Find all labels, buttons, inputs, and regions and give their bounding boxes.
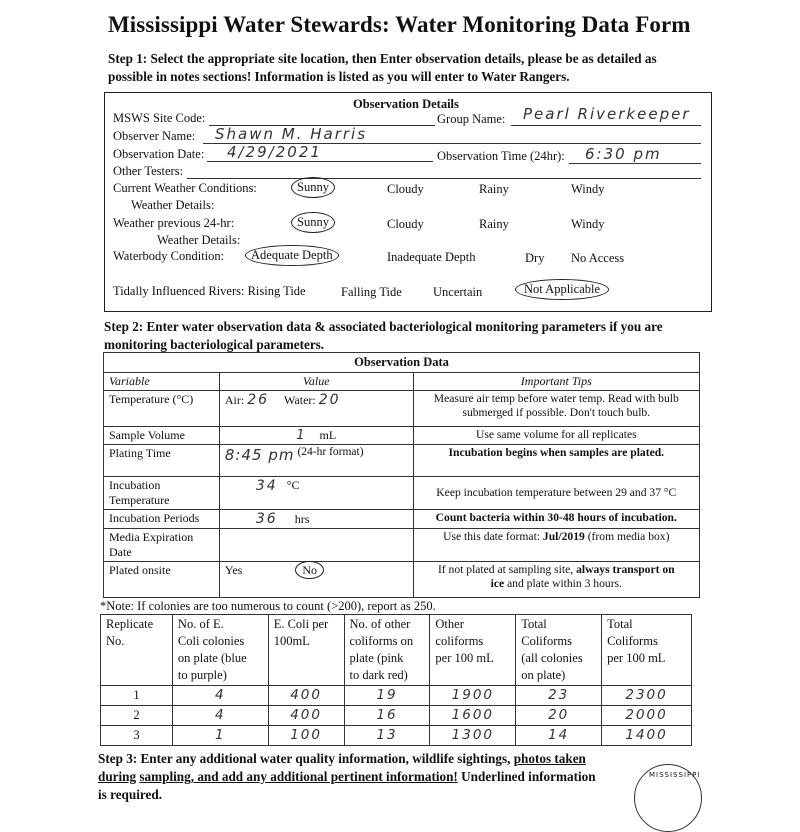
other-testers-field[interactable] (187, 178, 701, 179)
media-tip (413, 529, 699, 562)
rep-cell[interactable]: 1900 (430, 686, 516, 706)
rep-header-replicate: Replicate No. (101, 615, 173, 686)
rep-cell[interactable]: 14 (516, 726, 602, 746)
rep-header-total-coliforms-100ml: Total Coliforms per 100 mL (602, 615, 692, 686)
prev-weather-cloudy[interactable]: Cloudy (387, 217, 424, 231)
step3-line3: is required. (98, 787, 162, 802)
waterbody-inadequate-depth[interactable]: Inadequate Depth (387, 250, 476, 264)
col-variable: Variable (104, 373, 220, 391)
media-tip-format: Jul/2019 (542, 530, 585, 543)
rep-header-total-coliforms-plate: Total Coliforms (all colonies on plate) (516, 615, 602, 686)
group-name-value: Pearl Riverkeeper (523, 105, 691, 123)
rep-cell[interactable]: 13 (344, 726, 430, 746)
step2-line2: monitoring bacteriological parameters. (104, 337, 325, 352)
form-title: Mississippi Water Stewards: Water Monitoring Data Form (108, 12, 691, 37)
prev-weather-windy[interactable]: Windy (571, 217, 605, 231)
step1-line2: possible in notes sections! Information is listed as you will enter to Water Rangers. (108, 69, 570, 84)
rep-cell[interactable]: 23 (516, 686, 602, 706)
rep-cell[interactable]: 16 (344, 706, 430, 726)
mississippi-seal-logo (634, 764, 702, 832)
step3-line2-d: Underlined information (457, 769, 596, 784)
waterbody-adequate-depth[interactable]: Adequate Depth (245, 245, 339, 266)
rep-cell[interactable]: 1400 (602, 726, 692, 746)
prev-weather-sunny[interactable]: Sunny (291, 212, 335, 233)
plated-value-cell (219, 562, 413, 598)
prev-weather-label: Weather previous 24-hr: (113, 216, 235, 230)
plated-tip (413, 562, 699, 598)
current-weather-windy[interactable]: Windy (571, 182, 605, 196)
temp-label: Temperature (°C) (104, 391, 220, 427)
rep-cell[interactable]: 2300 (602, 686, 692, 706)
media-tip-post: (from media box) (584, 530, 670, 543)
rep-header-ecoli-colonies: No. of E. Coli colonies on plate (blue to purple) (172, 615, 268, 686)
temp-value-cell[interactable] (219, 391, 413, 427)
rep-header-other-coliforms-plate: No. of other coliforms on plate (pink to dark red) (344, 615, 430, 686)
plated-tip-bold1: always transport on (576, 563, 675, 576)
air-label: Air: (224, 393, 245, 407)
incub-temp-unit: °C (286, 478, 300, 492)
site-code-label: MSWS Site Code: (113, 111, 206, 125)
date-label: Observation Date: (113, 147, 205, 161)
tidal-falling[interactable]: Falling Tide (341, 285, 402, 299)
rep-cell[interactable]: 400 (268, 706, 344, 726)
plated-yes[interactable]: Yes (224, 563, 243, 577)
table-row (101, 726, 692, 746)
rep-cell[interactable]: 4 (172, 686, 268, 706)
rep-cell[interactable]: 1600 (430, 706, 516, 726)
rep-no: 2 (101, 706, 173, 726)
details-heading: Observation Details (353, 97, 459, 111)
time-field[interactable] (569, 163, 701, 164)
observer-label: Observer Name: (113, 129, 196, 143)
seal-text: MISSISSIPPI (649, 771, 701, 779)
plated-tip-post: and plate within 3 hours. (504, 577, 622, 590)
table-row (101, 706, 692, 726)
plating-label: Plating Time (104, 445, 220, 477)
prev-weather-rainy[interactable]: Rainy (479, 217, 509, 231)
date-value: 4/29/2021 (227, 143, 322, 161)
incub-period-tip: Count bacteria within 30-48 hours of incubation. (413, 510, 699, 529)
water-value: 20 (318, 392, 341, 408)
step3-line1-b: photos taken (513, 751, 586, 766)
incub-temp-value-cell[interactable] (219, 477, 413, 510)
incub-temp-label: Incubation Temperature (104, 477, 220, 510)
step3-line2-c: sampling, and add any additional pertinent information! (139, 769, 458, 784)
date-field[interactable] (207, 161, 433, 162)
other-testers-label: Other Testers: (113, 164, 184, 178)
step3-instructions (98, 750, 638, 804)
plating-format: (24-hr format) (297, 446, 364, 458)
media-value-cell[interactable] (219, 529, 413, 562)
incub-period-unit: hrs (294, 512, 310, 526)
col-tips: Important Tips (413, 373, 699, 391)
rep-no: 1 (101, 686, 173, 706)
incub-temp-value: 34 (255, 478, 278, 494)
rep-no: 3 (101, 726, 173, 746)
step2-line1: Step 2: Enter water observation data & associated bacteriological monitoring parameters if you are (104, 319, 663, 334)
incub-period-label: Incubation Periods (104, 510, 220, 529)
obs-data-heading: Observation Data (104, 353, 700, 373)
rep-cell[interactable]: 1300 (430, 726, 516, 746)
step1-instructions (108, 50, 657, 86)
plated-label: Plated onsite (104, 562, 220, 598)
rep-cell[interactable]: 20 (516, 706, 602, 726)
observation-data-table (103, 352, 700, 598)
col-value: Value (219, 373, 413, 391)
temp-tip: Measure air temp before water temp. Read with bulb submerged if possible. Don't touch bulb. (413, 391, 699, 427)
group-name-field[interactable] (511, 125, 701, 126)
observation-details-box (104, 92, 712, 312)
time-value: 6:30 pm (585, 145, 662, 163)
step3-line1-a: Step 3: Enter any additional water quality information, wildlife sightings, (98, 751, 514, 766)
waterbody-label: Waterbody Condition: (113, 249, 225, 263)
incub-period-value-cell[interactable] (219, 510, 413, 529)
volume-value: 1 (296, 428, 307, 443)
replicate-table (100, 614, 692, 746)
waterbody-dry[interactable]: Dry (525, 251, 545, 265)
rep-header-other-coliforms-100ml: Other coliforms per 100 mL (430, 615, 516, 686)
volume-label: Sample Volume (104, 427, 220, 445)
volume-value-cell[interactable] (219, 427, 413, 445)
step2-instructions (104, 318, 663, 354)
plated-no[interactable]: No (295, 561, 324, 579)
tidal-uncertain[interactable]: Uncertain (433, 285, 483, 299)
rep-cell[interactable]: 19 (344, 686, 430, 706)
plated-tip-pre: If not plated at sampling site, (437, 563, 577, 576)
current-weather-cloudy[interactable]: Cloudy (387, 182, 424, 196)
observer-value: Shawn M. Harris (215, 125, 368, 143)
volume-unit: mL (319, 428, 337, 442)
rep-cell[interactable]: 400 (268, 686, 344, 706)
incub-period-value: 36 (255, 511, 278, 527)
air-value: 26 (247, 392, 270, 408)
plating-tip: Incubation begins when samples are plated. (413, 445, 699, 477)
plated-tip-bold2: ice (490, 577, 505, 590)
waterbody-no-access[interactable]: No Access (571, 251, 625, 265)
time-label: Observation Time (24hr): (437, 149, 565, 163)
step1-line1: Step 1: Select the appropriate site location, then Enter observation details, please be as detailed as (108, 51, 657, 66)
media-tip-pre: Use this date format: (443, 530, 543, 543)
incub-temp-tip: Keep incubation temperature between 29 and 37 °C (413, 477, 699, 510)
plating-value: 8:45 pm (224, 446, 295, 464)
water-label: Water: (284, 393, 316, 407)
current-weather-label: Current Weather Conditions: (113, 181, 257, 195)
plating-value-cell[interactable] (219, 445, 413, 477)
colonies-note: *Note: If colonies are too numerous to count (>200), report as 250. (100, 599, 436, 613)
tidal-not-applicable[interactable]: Not Applicable (515, 279, 609, 300)
rep-header-ecoli-per-100ml: E. Coli per 100mL (268, 615, 344, 686)
current-weather-details-label: Weather Details: (131, 198, 215, 212)
volume-tip: Use same volume for all replicates (413, 427, 699, 445)
rep-cell[interactable]: 1 (172, 726, 268, 746)
tidal-label: Tidally Influenced Rivers: Rising Tide (113, 284, 306, 298)
table-row (101, 686, 692, 706)
group-name-label: Group Name: (437, 112, 506, 126)
rep-cell[interactable]: 4 (172, 706, 268, 726)
step3-line2-a: during (98, 769, 137, 784)
current-weather-rainy[interactable]: Rainy (479, 182, 509, 196)
media-label: Media Expiration Date (104, 529, 220, 562)
current-weather-sunny[interactable]: Sunny (291, 177, 335, 198)
prev-weather-details-label: Weather Details: (157, 233, 241, 247)
rep-cell[interactable]: 2000 (602, 706, 692, 726)
rep-cell[interactable]: 100 (268, 726, 344, 746)
